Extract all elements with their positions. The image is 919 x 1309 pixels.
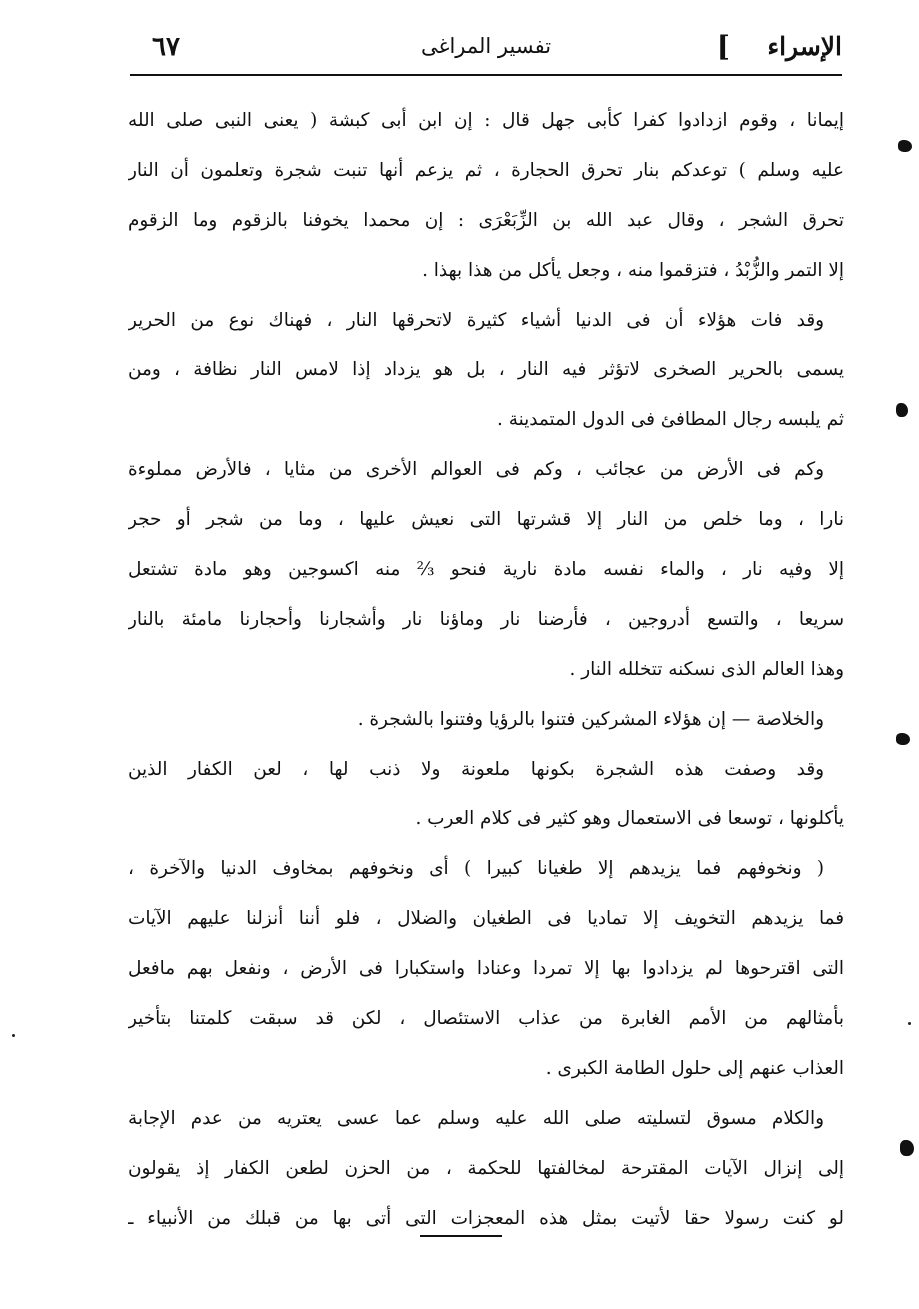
page-number: ٦٧ xyxy=(152,32,180,62)
text-line: العذاب عنهم إلى حلول الطامة الكبرى . xyxy=(545,1057,844,1079)
text-line: يأكلونها ، توسعا فى الاستعمال وهو كثير فى كلام العرب . xyxy=(415,808,844,830)
text-line: إلا التمر والزُّبْدُ ، فتزقموا منه ، وجعل يأكل من هذا بهذا . xyxy=(422,259,844,281)
paragraph-start-line: والخلاصة — إن هؤلاء المشركين فتنوا بالرؤيا وفتنوا بالشجرة . xyxy=(357,708,824,730)
text-line: عليه وسلم ) توعدكم بنار تحرق الحجارة ، ثم يزعم أنها تنبت شجرة وتعلمون أن النار xyxy=(128,159,844,181)
text-line: تحرق الشجر ، وقال عبد الله بن الزِّبَعْرَى : إن محمدا يخوفنا بالزقوم وما الزقوم xyxy=(128,209,844,231)
text-line: التى اقترحوها لم يزدادوا بها إلا تمردا وعنادا واستكبارا فى الأرض ، ونفعل بهم مافعل xyxy=(128,958,844,980)
header-divider xyxy=(130,74,842,76)
text-line: بأمثالهم من الأمم الغابرة من عذاب الاستئصال ، لكن قد سبقت كلمتنا بتأخير xyxy=(128,1008,844,1030)
paragraph-start-line: وكم فى الأرض من عجائب ، وكم فى العوالم الأخرى من مثايا ، فالأرض مملوءة xyxy=(128,459,824,481)
ink-blot-mark xyxy=(896,403,908,417)
ink-blot-mark xyxy=(900,1140,914,1156)
scan-speck xyxy=(12,1034,15,1037)
text-line: فما يزيدهم التخويف إلا تماديا فى الطغيان والضلال ، فلو أننا أنزلنا عليهم الآيات xyxy=(128,908,844,930)
paragraph-start-line: والكلام مسوق لتسليته صلى الله عليه وسلم عما عسى يعتريه من عدم الإجابة xyxy=(128,1107,824,1129)
running-header xyxy=(130,28,842,72)
header-surah-name: الإسراء xyxy=(767,32,842,61)
scan-speck xyxy=(908,1022,911,1025)
text-line: ثم يلبسه رجال المطافئ فى الدول المتمدينة . xyxy=(497,409,844,431)
body-text xyxy=(128,96,844,1243)
text-line: لو كنت رسولا حقا لأتيت بمثل هذه المعجزات التى أتى بها من قبلك من الأنبياء ـ xyxy=(128,1207,844,1229)
header-bracket: ] xyxy=(716,30,730,63)
ink-blot-mark xyxy=(896,733,910,745)
header-book-title: تفسير المراغى xyxy=(420,34,552,58)
ink-blot-mark xyxy=(898,140,912,152)
paragraph-start-line: وقد وصفت هذه الشجرة بكونها ملعونة ولا ذنب لها ، لعن الكفار الذين xyxy=(128,758,824,780)
text-line: إلا وفيه نار ، والماء نفسه مادة نارية فنحو ⅔ منه اكسوجين وهو مادة تشتعل xyxy=(128,559,844,581)
text-line: يسمى بالحرير الصخرى لاتؤثر فيه النار ، بل هو يزداد إذا لامس النار نظافة ، ومن xyxy=(128,359,844,381)
text-line: وهذا العالم الذى نسكنه تتخلله النار . xyxy=(569,658,844,680)
paragraph-start-line: ( ونخوفهم فما يزيدهم إلا طغيانا كبيرا ) أى ونخوفهم بمخاوف الدنيا والآخرة ، xyxy=(128,858,824,880)
paragraph-start-line: وقد فات هؤلاء أن فى الدنيا أشياء كثيرة لاتحرقها النار ، فهناك نوع من الحرير xyxy=(128,309,824,331)
footnote-separator xyxy=(420,1235,502,1237)
text-line: إلى إنزال الآيات المقترحة لمخالفتها للحكمة ، من الحزن لطعن الكفار إذ يقولون xyxy=(128,1157,844,1179)
text-line: سريعا ، والتسع أدروجين ، فأرضنا نار وماؤنا نار وأشجارنا وأحجارنا مامئة بالنار xyxy=(128,608,844,630)
text-line: إيمانا ، وقوم ازدادوا كفرا كأبى جهل قال : إن ابن أبى كبشة ( يعنى النبى صلى الله xyxy=(128,110,844,131)
text-line: نارا ، وما خلص من النار إلا قشرتها التى نعيش عليها ، وما من شجر أو حجر xyxy=(128,509,844,531)
